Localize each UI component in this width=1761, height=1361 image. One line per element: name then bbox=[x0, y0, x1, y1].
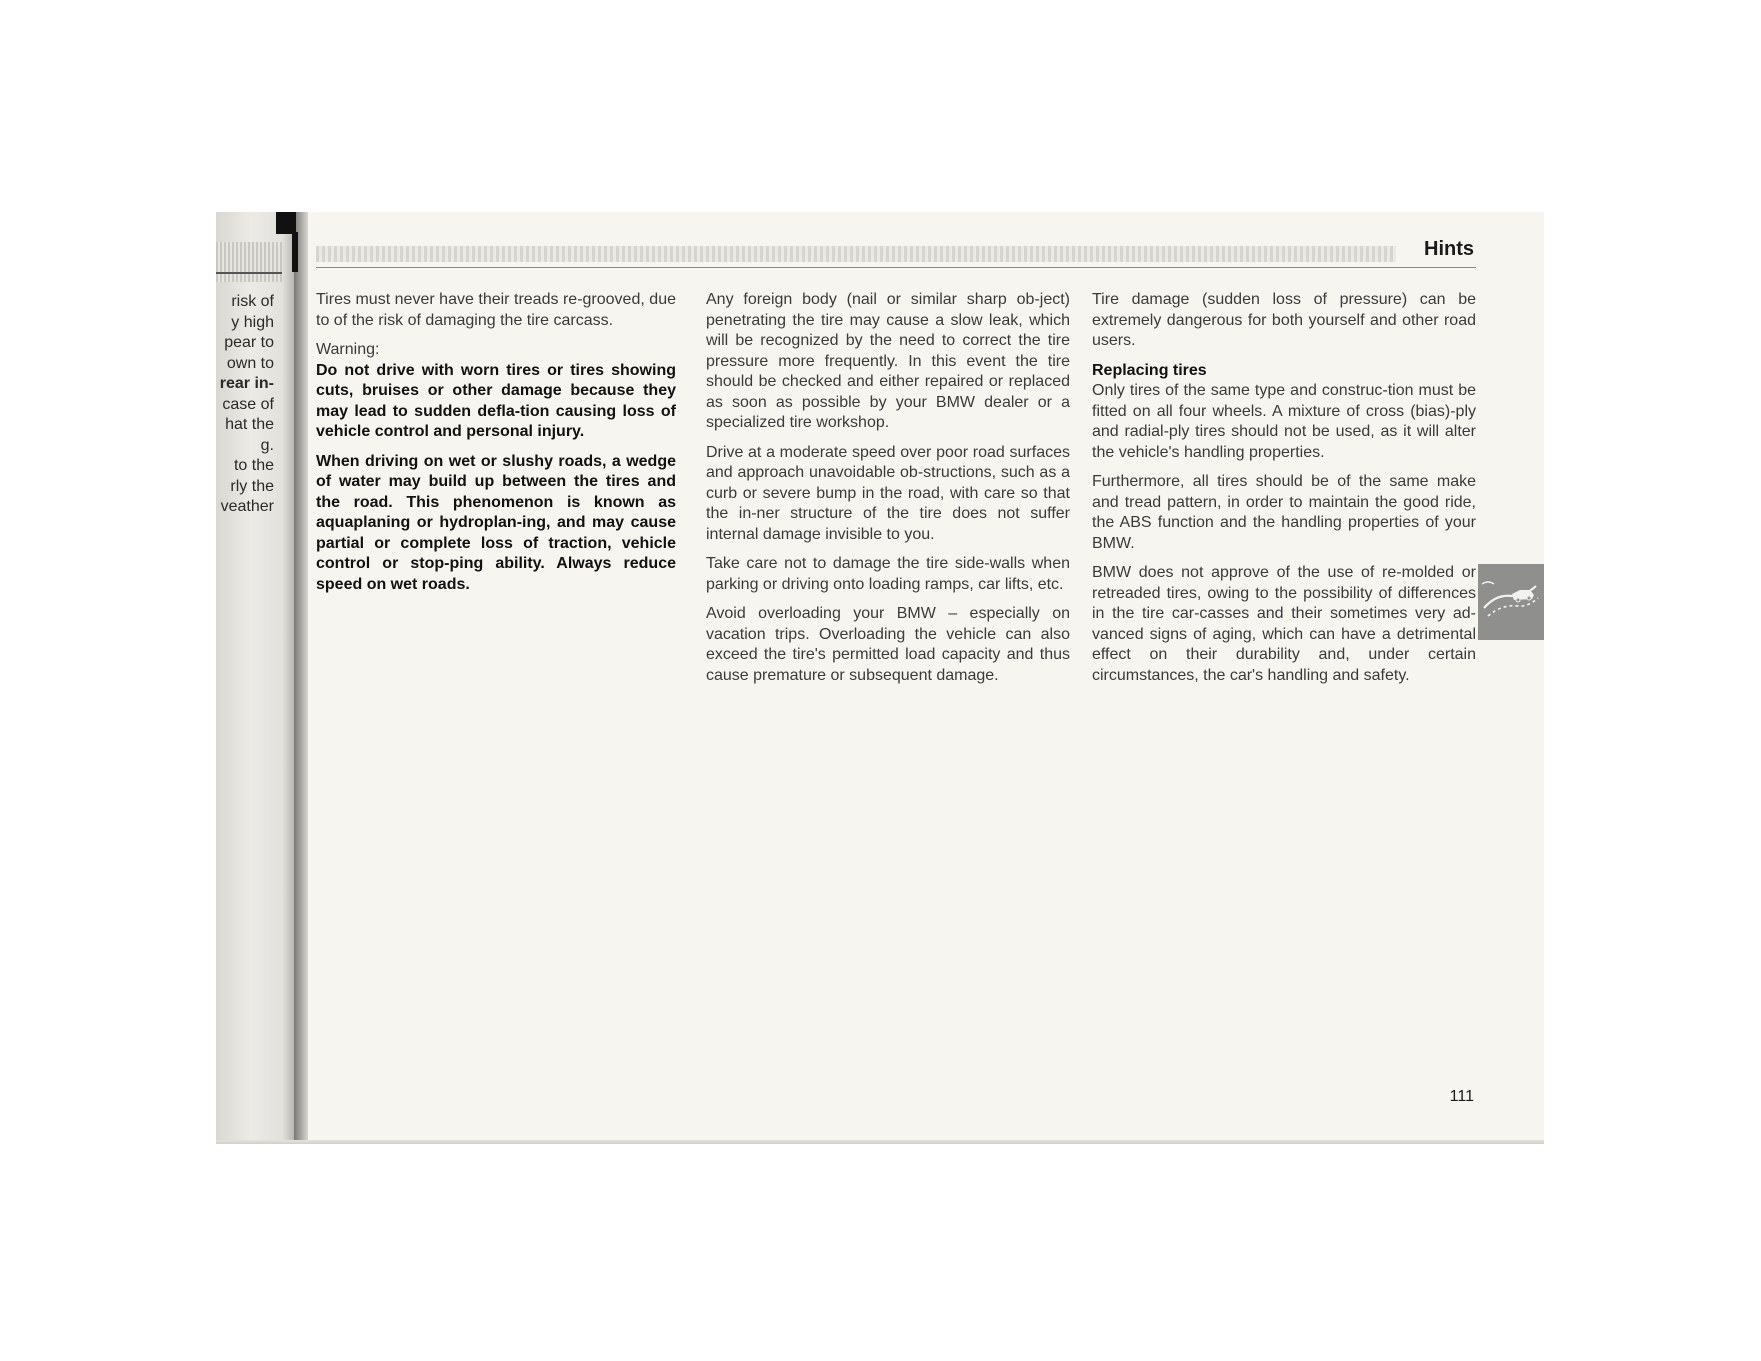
left-line: veather bbox=[220, 498, 274, 515]
text-column-2 bbox=[706, 290, 1070, 695]
warning-text: Do not drive with worn tires or tires showing cuts, bruises or other damage because they may lead to sudden defla-tion causing loss of vehicle control and personal injury. bbox=[316, 361, 676, 440]
road-car-icon bbox=[1478, 564, 1544, 640]
page-number: 111 bbox=[1449, 1088, 1474, 1105]
left-line: to the bbox=[233, 457, 274, 474]
subheading: Replacing tires bbox=[1092, 361, 1207, 379]
scanned-manual-page bbox=[216, 212, 1544, 1144]
left-page-text bbox=[216, 292, 282, 518]
left-line: g. bbox=[260, 436, 274, 454]
left-page-header-rule bbox=[216, 272, 282, 274]
paragraph: BMW does not approve of the use of re-molded or retreaded tires, owing to the possibility of differences in the tire car-casses and their sometimes very ad-vanced signs of aging, which can have a detrimental effect on their durability and, under certain circumstances, the car's handling and safety. bbox=[1092, 564, 1476, 684]
left-line: own to bbox=[226, 354, 274, 372]
page-bottom-edge bbox=[216, 1140, 1544, 1144]
text-column-1 bbox=[316, 290, 676, 604]
left-page-fragment bbox=[216, 212, 294, 1144]
left-line: hat the bbox=[225, 416, 274, 433]
paragraph: Take care not to damage the tire side-walls when parking or driving onto loading ramps, car lifts, etc. bbox=[706, 555, 1070, 593]
spine-corner-mark bbox=[276, 212, 296, 234]
book-spine bbox=[294, 212, 308, 1144]
left-line: rear in- bbox=[219, 375, 274, 392]
section-tab bbox=[1478, 564, 1544, 640]
left-page-header-band bbox=[216, 242, 282, 282]
left-line: y high bbox=[231, 313, 274, 331]
paragraph: Tires must never have their treads re-grooved, due to of the risk of damaging the tire carcass. bbox=[316, 291, 676, 329]
paragraph: Any foreign body (nail or similar sharp ob-ject) penetrating the tire may cause a slow leak, which will be recognized by the need to correct the tire pressure more frequently. In this event the tire should be checked and either repaired or replaced as soon as possible by your BMW dealer or a specialized tire workshop. bbox=[706, 291, 1070, 431]
paragraph: Furthermore, all tires should be of the same make and tread pattern, in order to maintain the good ride, the ABS function and the handling properties of your BMW. bbox=[1092, 473, 1476, 552]
paragraph: Drive at a moderate speed over poor road surfaces and approach unavoidable ob-structions, such as a curb or severe bump in the road, with care so that the in-ner structure of the tire does not suffer internal damage invisible to you. bbox=[706, 443, 1070, 543]
spine-edge-mark bbox=[292, 232, 298, 272]
section-title: Hints bbox=[1424, 238, 1474, 260]
paragraph: Only tires of the same type and construc-tion must be fitted on all four wheels. A mixture of cross (bias)-ply and radial-ply tires should not be used, as it will alter the vehicle's handling properties. bbox=[1092, 382, 1476, 461]
header-rule bbox=[316, 267, 1476, 268]
text-column-3 bbox=[1092, 290, 1476, 695]
left-line: rly the bbox=[230, 477, 274, 495]
header-band bbox=[316, 246, 1396, 262]
paragraph: Avoid overloading your BMW – especially on vacation trips. Overloading the vehicle can also exceed the tire's permitted load capacity and thus cause premature or subsequent damage. bbox=[706, 605, 1070, 684]
left-line: case of bbox=[222, 395, 274, 413]
left-line: pear to bbox=[224, 334, 274, 351]
paragraph: Tire damage (sudden loss of pressure) can be extremely dangerous for both yourself and other road users. bbox=[1092, 291, 1476, 349]
warning-label: Warning: bbox=[316, 341, 380, 358]
aquaplaning-paragraph: When driving on wet or slushy roads, a wedge of water may build up between the tires and the road. This phenomenon is known as aquaplaning or hydroplan-ing, and may cause partial or complete loss of traction, vehicle control or stop-ping ability. Always reduce speed on wet roads. bbox=[316, 452, 676, 593]
left-line: risk of bbox=[231, 293, 274, 310]
